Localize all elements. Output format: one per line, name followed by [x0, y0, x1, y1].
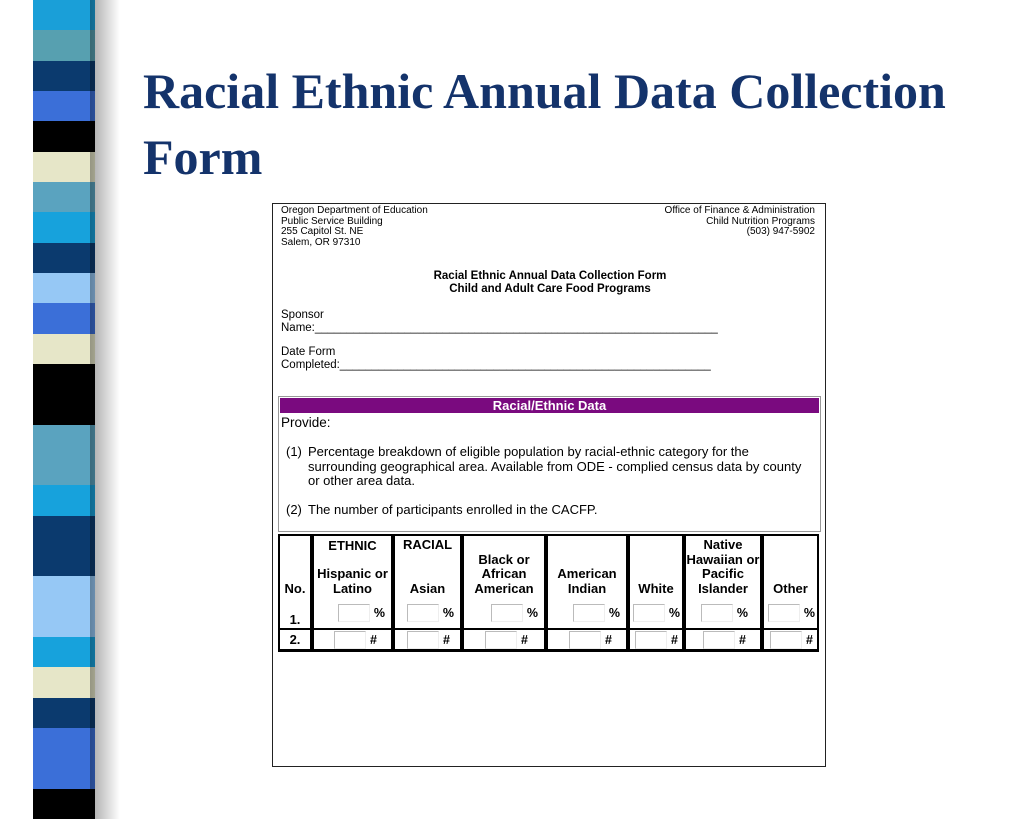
- instruction-item-1: [286, 445, 816, 489]
- percent-sign: %: [668, 606, 680, 620]
- count-input[interactable]: [703, 631, 735, 649]
- count-cell: [762, 630, 819, 652]
- slide-title: Racial Ethnic Annual Data Collection Form: [143, 63, 946, 185]
- stripe-segment: [33, 728, 95, 758]
- instruction-item-2: [286, 503, 816, 518]
- count-sign: #: [605, 632, 612, 647]
- stripe-segment: [33, 667, 95, 697]
- group-label-racial: RACIAL: [402, 537, 453, 552]
- form-image: [272, 203, 826, 767]
- percent-input[interactable]: [768, 604, 800, 622]
- percent-sign: %: [608, 606, 620, 620]
- header-left-line: Oregon Department of Education: [281, 205, 428, 216]
- stripe-segment: [33, 0, 95, 30]
- form-title-line2: Child and Adult Care Food Programs: [449, 283, 651, 295]
- count-input[interactable]: [407, 631, 439, 649]
- decorative-stripe: [33, 0, 95, 819]
- percent-sign: %: [803, 606, 815, 620]
- stripe-segment: [33, 152, 95, 182]
- count-input[interactable]: [334, 631, 366, 649]
- percent-cell: [393, 598, 462, 630]
- stripe-segment: [33, 455, 95, 485]
- stripe-segment: [33, 364, 95, 394]
- stripe-segment: [33, 698, 95, 728]
- percent-input[interactable]: [338, 604, 370, 622]
- percent-cell: [762, 598, 819, 630]
- count-input[interactable]: [635, 631, 667, 649]
- count-cell: [462, 630, 546, 652]
- header-right-line: Office of Finance & Administration: [664, 205, 815, 216]
- percent-cell: [684, 598, 762, 630]
- stripe-segment: [33, 576, 95, 606]
- header-right-line: (503) 947-5902: [746, 226, 815, 237]
- stripe-segment: [33, 334, 95, 364]
- racial-ethnic-section: [278, 396, 821, 532]
- table-row: [278, 630, 819, 652]
- stripe-segment: [33, 485, 95, 515]
- percent-cell: [546, 598, 628, 630]
- item-text: The number of participants enrolled in the CACFP.: [308, 502, 598, 517]
- stripe-segment: [33, 91, 95, 121]
- stripe-segment: [33, 182, 95, 212]
- stripe-segment: [33, 425, 95, 455]
- percent-input[interactable]: [573, 604, 605, 622]
- percent-sign: %: [442, 606, 454, 620]
- stripe-segment: [33, 30, 95, 60]
- count-input[interactable]: [485, 631, 517, 649]
- column-header-asian: RACIAL Asian: [393, 534, 462, 598]
- percent-sign: %: [373, 606, 385, 620]
- table-row: [278, 598, 819, 630]
- header-right: [665, 206, 815, 238]
- count-cell: [393, 630, 462, 652]
- percent-input[interactable]: [407, 604, 439, 622]
- stripe-segment: [33, 516, 95, 546]
- column-header-hispanic: ETHNIC Hispanic or Latino: [312, 534, 393, 598]
- header-left-line: Public Service Building: [281, 215, 383, 227]
- date-completed-line: Completed:__________________________________________________________: [281, 359, 711, 371]
- column-header-other: Other: [762, 534, 819, 598]
- stripe-segment: [33, 243, 95, 273]
- stripe-segment: [33, 61, 95, 91]
- header-left-line: Salem, OR 97310: [281, 236, 361, 248]
- date-label: Date Form: [281, 346, 336, 358]
- count-sign: #: [370, 632, 377, 647]
- stripe-segment: [33, 758, 95, 788]
- sponsor-name-line: Name:_______________________________________________________________: [281, 322, 718, 334]
- percent-sign: %: [526, 606, 538, 620]
- count-sign: #: [671, 632, 678, 647]
- stripe-segment: [33, 121, 95, 151]
- item-number: (1): [286, 444, 302, 459]
- count-cell: [312, 630, 393, 652]
- form-title: [273, 270, 827, 296]
- percent-cell: [312, 598, 393, 630]
- stripe-segment: [33, 394, 95, 424]
- stripe-segment: [33, 212, 95, 242]
- percent-input[interactable]: [701, 604, 733, 622]
- sponsor-label: Sponsor: [281, 309, 324, 321]
- column-header-white: White: [628, 534, 684, 598]
- count-input[interactable]: [569, 631, 601, 649]
- header-left: [281, 206, 428, 248]
- count-cell: [546, 630, 628, 652]
- stripe-segment: [33, 607, 95, 637]
- percent-cell: [628, 598, 684, 630]
- percent-input[interactable]: [491, 604, 523, 622]
- count-sign: #: [739, 632, 746, 647]
- group-label-ethnic: ETHNIC: [328, 537, 377, 553]
- stripe-segment: [33, 637, 95, 667]
- stripe-segment: [33, 273, 95, 303]
- header-left-line: 255 Capitol St. NE: [281, 226, 364, 237]
- row-number: 1.: [278, 598, 312, 630]
- item-text: Percentage breakdown of eligible population by racial-ethnic category for the surrounding geographical area. Available from ODE - complied census data by county or other area data.: [308, 444, 802, 488]
- percent-input[interactable]: [633, 604, 665, 622]
- form-title-line1: Racial Ethnic Annual Data Collection Form: [433, 270, 667, 282]
- column-header-native-hawaiian: Native Hawaiian or Pacific Islander: [684, 534, 762, 598]
- count-sign: #: [521, 632, 528, 647]
- stripe-segment: [33, 789, 95, 819]
- header-right-line: Child Nutrition Programs: [706, 215, 815, 227]
- stripe-segment: [33, 303, 95, 333]
- stripe-shadow: [90, 0, 120, 819]
- table-header-row: [278, 534, 819, 598]
- provide-label: Provide:: [281, 415, 331, 430]
- racial-ethnic-header: Racial/Ethnic Data: [280, 398, 819, 413]
- column-header-no: No.: [278, 534, 312, 598]
- left-margin: [0, 0, 33, 819]
- sponsor-name-field: [281, 309, 718, 335]
- column-header-black: Black or African American: [462, 534, 546, 598]
- count-cell: [628, 630, 684, 652]
- count-sign: #: [443, 632, 450, 647]
- count-cell: [684, 630, 762, 652]
- column-header-american-indian: American Indian: [546, 534, 628, 598]
- count-sign: #: [806, 632, 813, 647]
- count-input[interactable]: [770, 631, 802, 649]
- row-number: 2.: [278, 630, 312, 652]
- date-completed-field: [281, 346, 711, 372]
- percent-cell: [462, 598, 546, 630]
- data-table: [278, 534, 819, 652]
- item-number: (2): [286, 502, 302, 517]
- percent-sign: %: [736, 606, 748, 620]
- stripe-segment: [33, 546, 95, 576]
